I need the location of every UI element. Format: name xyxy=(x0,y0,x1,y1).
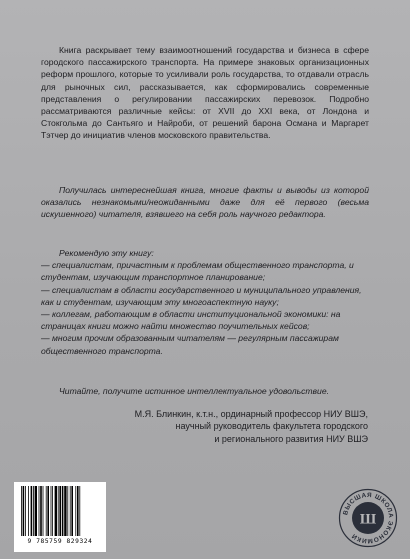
barcode-bar xyxy=(58,486,59,536)
barcode-bar xyxy=(21,486,22,536)
barcode-bar xyxy=(79,486,80,536)
recommendation-item: — коллегам, работающим в области институциональной экономики: на страницах книги можно найти множество поучительных кейсов; xyxy=(41,309,341,332)
closing-line: Читайте, получите истинное интеллектуальное удовольствие. xyxy=(59,386,329,396)
recommendation-item: — специалистам в области государственного и муниципального управления, как и студентам, изучающим эту многоаспектную науку; xyxy=(41,284,362,307)
barcode-bar xyxy=(64,486,66,536)
barcode-bar xyxy=(39,486,40,536)
reviewer-signature xyxy=(38,408,368,445)
barcode-bar xyxy=(59,486,61,536)
barcode-bar xyxy=(71,486,73,536)
barcode-bar xyxy=(75,486,76,536)
barcode-bar xyxy=(62,486,64,536)
barcode-bar xyxy=(35,486,37,536)
barcode-bar xyxy=(51,486,52,536)
barcode-bar xyxy=(33,486,34,536)
hse-logo-icon xyxy=(338,488,398,548)
signature-line: М.Я. Блинкин, к.т.н., ординарный профессор НИУ ВШЭ, xyxy=(134,409,368,419)
barcode-bar xyxy=(55,486,57,536)
recommendation-item: — многим прочим образованным читателям — регулярным пассажирам общественного транспорта. xyxy=(41,333,339,356)
isbn-barcode xyxy=(14,482,106,552)
barcode-bar xyxy=(47,486,49,536)
barcode-bar xyxy=(23,486,25,536)
barcode-bar xyxy=(70,486,71,536)
barcode-bar xyxy=(25,486,26,536)
barcode-bar xyxy=(31,486,33,536)
signature-line: научный руководитель факультета городского xyxy=(175,421,368,432)
barcode-bar xyxy=(52,486,53,536)
recommendation-heading: Рекомендую эту книгу: xyxy=(59,248,154,258)
recommendation-list xyxy=(41,247,371,357)
review-paragraph: Получилась интереснейшая книга, многие факты и выводы из которой оказались незнакомыми/неожиданными даже для её первого (весьма искушенного) читателя, взявшего на себя роль научного редактора. xyxy=(41,185,369,220)
logo-glyph: Ш xyxy=(359,511,377,528)
barcode-bar xyxy=(67,486,68,536)
signature-line: и регионального развития НИУ ВШЭ xyxy=(214,433,368,444)
isbn-number: 9 785759 829324 xyxy=(27,538,93,545)
logo-ring-text: ВЫСШАЯ ШКОЛА ЭКОНОМИКИ xyxy=(342,491,395,545)
barcode-bar xyxy=(28,486,29,536)
barcode-bar xyxy=(40,486,42,536)
barcode-bar xyxy=(43,486,44,536)
barcode-bar xyxy=(46,486,47,536)
barcode-bar xyxy=(77,486,79,536)
book-description: Книга раскрывает тему взаимоотношений государства и бизнеса в сфере городского пассажирского транспорта. На примере знаковых организационных реформ прошлого, которые то усиливали роль государства, то отдавали отрасль для рыночных сил, рассказывается, как сформировались современные представления о регулировании пассажирских перевозок. Подробно рассматриваются различные кейсы: от XVII до XXI века, от Лондона и Стокгольма до Сантьяго и Найроби, от решений барона Османа и Маргарет Тэтчер до инициатив членов московского правительства. xyxy=(41,45,369,141)
recommendation-item: — специалистам, причастным к проблемам общественного транспорта, и студентам, изучающим транспортное планирование; xyxy=(41,260,354,283)
barcode-bars xyxy=(21,486,99,538)
